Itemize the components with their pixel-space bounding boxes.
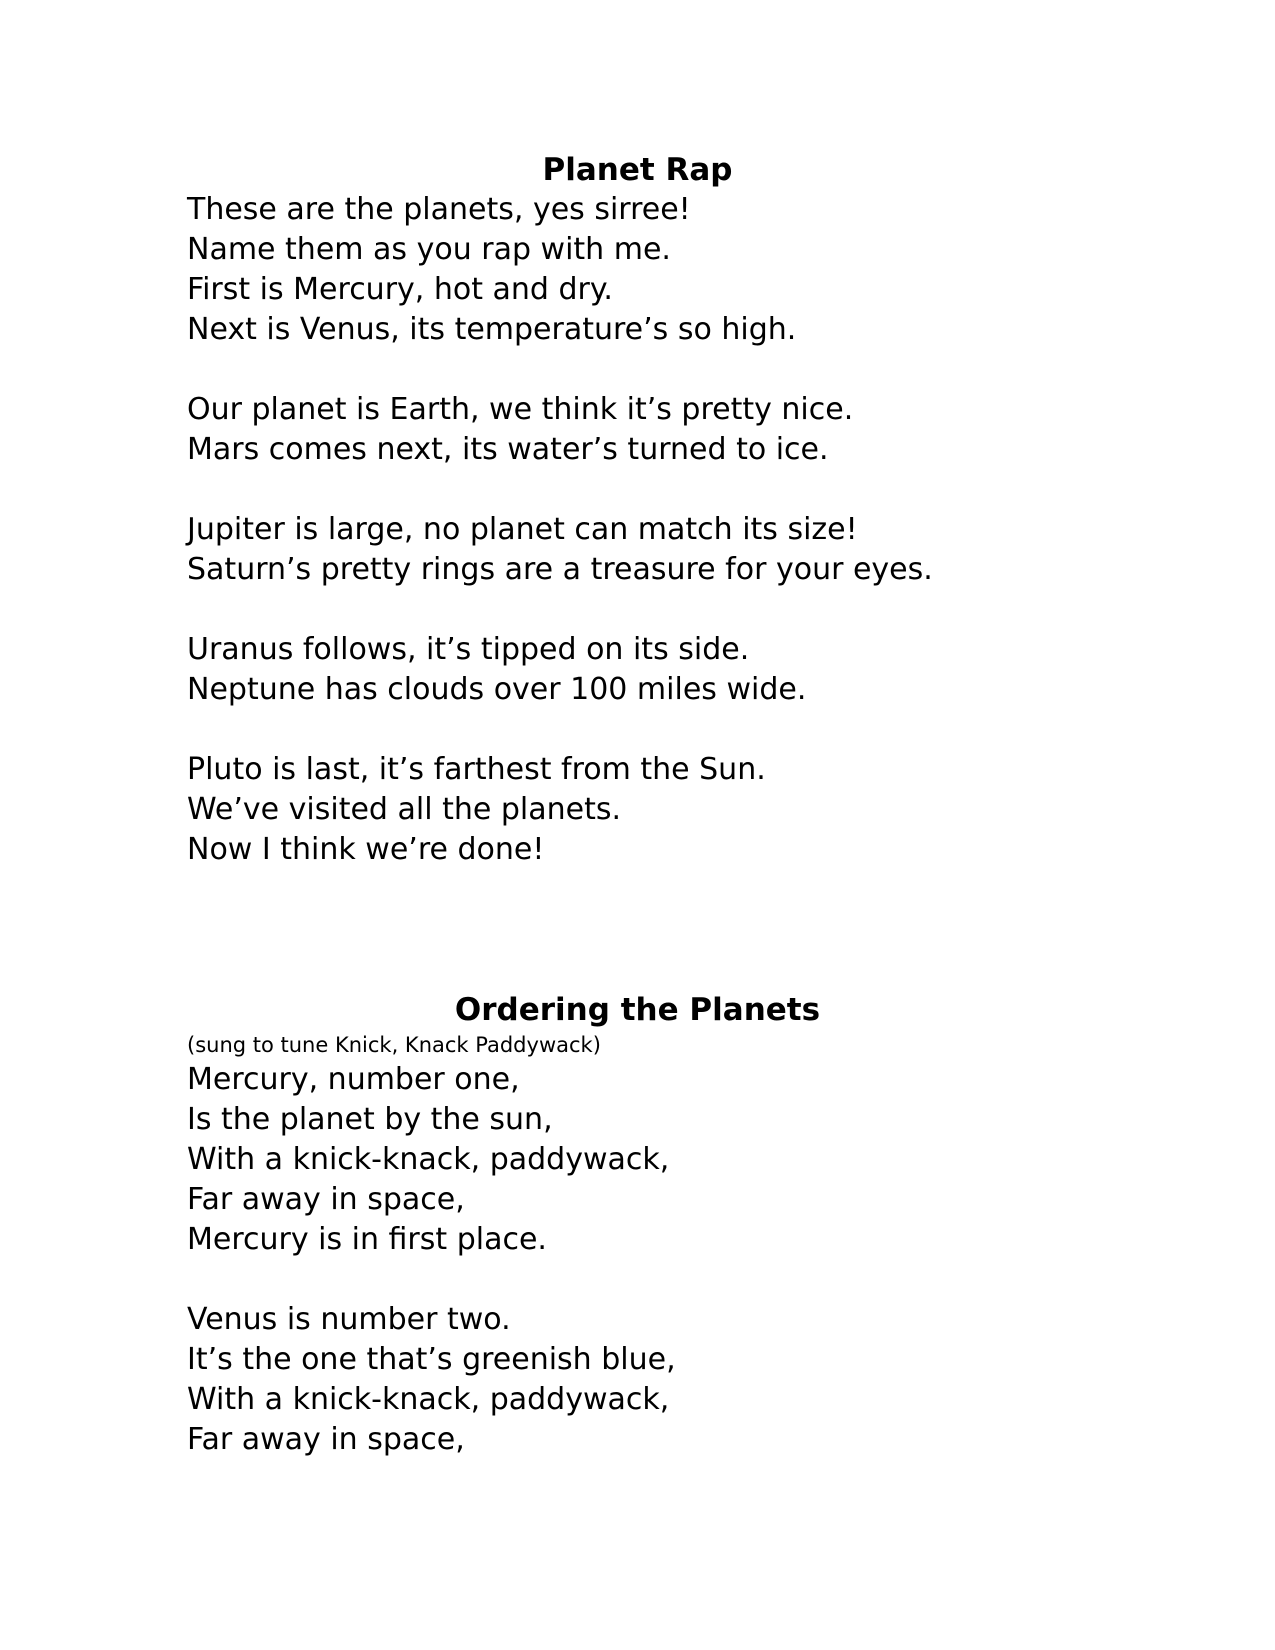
stanza — [187, 510, 1187, 590]
stanza-gap — [187, 350, 1187, 390]
stanza-gap — [187, 590, 1187, 630]
stanza-gap — [187, 1260, 1187, 1300]
lyric-line: Saturn’s pretty rings are a treasure for your eyes. — [187, 552, 933, 587]
lyric-line: Uranus follows, it’s tipped on its side. — [187, 632, 750, 667]
lyric-line: Far away in space, — [187, 1182, 465, 1217]
lyric-line: Is the planet by the sun, — [187, 1102, 553, 1137]
lyric-line: We’ve visited all the planets. — [187, 792, 622, 827]
song-title-ordering-the-planets: Ordering the Planets — [454, 992, 821, 1028]
lyric-line: Venus is number two. — [187, 1302, 511, 1337]
lyric-line: Next is Venus, its temperature’s so high. — [187, 312, 797, 347]
song-subtitle: (sung to tune Knick, Knack Paddywack) — [187, 1033, 601, 1057]
stanza-gap — [187, 710, 1187, 750]
planet-rap-lyrics — [187, 190, 1187, 870]
lyric-line: Jupiter is large, no planet can match its size! — [187, 512, 858, 547]
stanza — [187, 1060, 1187, 1260]
lyric-line: Name them as you rap with me. — [187, 232, 671, 267]
lyric-line: With a knick-knack, paddywack, — [187, 1382, 670, 1417]
song-title-planet-rap: Planet Rap — [542, 152, 733, 188]
stanza — [187, 630, 1187, 710]
stanza — [187, 1300, 1187, 1460]
stanza-gap — [187, 470, 1187, 510]
lyric-line: Neptune has clouds over 100 miles wide. — [187, 672, 807, 707]
lyric-line: Mercury is in first place. — [187, 1222, 547, 1257]
stanza — [187, 190, 1187, 350]
lyric-line: Pluto is last, it’s farthest from the Sun. — [187, 752, 766, 787]
lyric-line: It’s the one that’s greenish blue, — [187, 1342, 676, 1377]
lyric-line: Far away in space, — [187, 1422, 465, 1457]
stanza — [187, 390, 1187, 470]
lyric-line: Mars comes next, its water’s turned to ice. — [187, 432, 829, 467]
lyric-line: Now I think we’re done! — [187, 832, 545, 867]
lyric-line: With a knick-knack, paddywack, — [187, 1142, 670, 1177]
stanza — [187, 750, 1187, 870]
lyric-line: First is Mercury, hot and dry. — [187, 272, 613, 307]
lyric-line: Mercury, number one, — [187, 1062, 520, 1097]
ordering-planets-lyrics — [187, 1060, 1187, 1460]
lyric-line: These are the planets, yes sirree! — [187, 192, 691, 227]
lyric-line: Our planet is Earth, we think it’s pretty nice. — [187, 392, 854, 427]
